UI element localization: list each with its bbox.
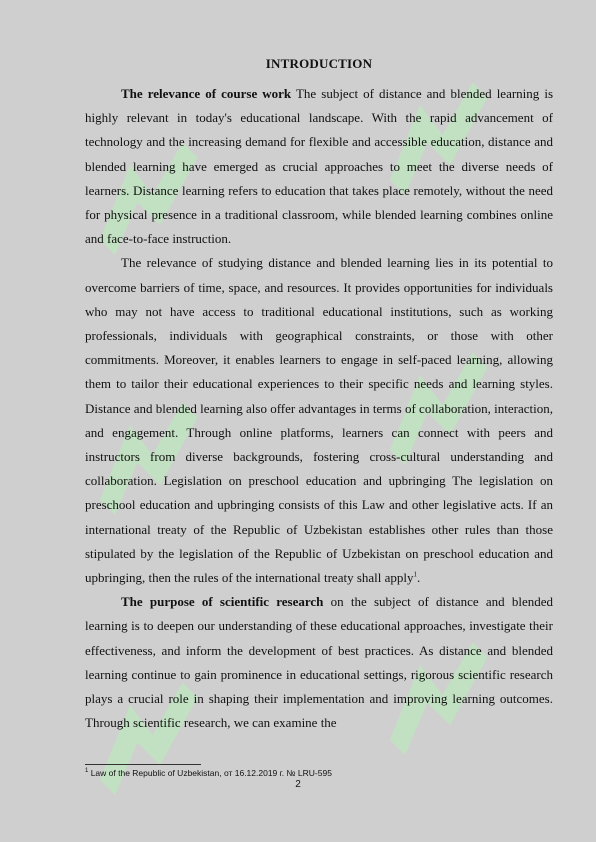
page-number: 2 bbox=[295, 779, 301, 790]
purpose-lead: The purpose of scientific research bbox=[121, 594, 324, 610]
footnote-divider bbox=[85, 764, 201, 765]
footnote-reference[interactable]: 1 bbox=[413, 570, 418, 579]
page-body bbox=[85, 56, 553, 735]
relevance-lead: The relevance of course work bbox=[121, 86, 292, 101]
footnote-mark: 1 bbox=[85, 768, 89, 775]
relevance-text: The subject of distance and blended learning is highly relevant in today's educational landscape. With the rapid advancement of technology and the increasing demand for flexible and accessible education, distance and blended learning have emerged as crucial approaches to meet the diverse needs of learners. Distance learning refers to education that takes place remotely, without the need for physical presence in a traditional classroom, while blended learning combines online and face-to-face instruction. bbox=[85, 86, 554, 247]
paragraph-relevance bbox=[85, 82, 553, 251]
footnote bbox=[85, 768, 332, 778]
section-heading: INTRODUCTION bbox=[265, 56, 373, 71]
sentence-end: . bbox=[417, 570, 421, 586]
paragraph-purpose bbox=[85, 590, 553, 735]
footnote-text: Law of the Republic of Uzbekistan, от 16.12.2019 г. № LRU-595 bbox=[88, 768, 332, 778]
paragraph-relevance-study bbox=[85, 251, 553, 590]
purpose-text: on the subject of distance and blended learning is to deepen our understanding of these educational approaches, investigate their effectiveness, and inform the development of best practices. As distance and blended learning continue to gain prominence in educational settings, rigorous scientific research plays a crucial role in shaping their implementation and improving learning outcomes. Through scientific research, we can examine the bbox=[85, 594, 553, 731]
relevance-study-text: The relevance of studying distance and blended learning lies in its potential to overcome barriers of time, space, and resources. It provides opportunities for individuals who may not have access to traditional educational institutions, such as working professionals, individuals with geographical constraints, or those with other commitments. Moreover, it enables learners to engage in self-paced learning, allowing them to tailor their educational experiences to their specific needs and learning styles. Distance and blended learning also offer advantages in terms of collaboration, interaction, and engagement. Through online platforms, learners can connect with peers and instructors from diverse backgrounds, fostering cross-cultural understanding and collaboration. Legislation on preschool education and upbringing The legislation on preschool education and upbringing consists of this Law and other legislative acts. If an international treaty of the Republic of Uzbekistan establishes other rules than those stipulated by the legislation of the Republic of Uzbekistan on preschool education and upbringing, then the rules of the international treaty shall apply bbox=[85, 255, 553, 586]
